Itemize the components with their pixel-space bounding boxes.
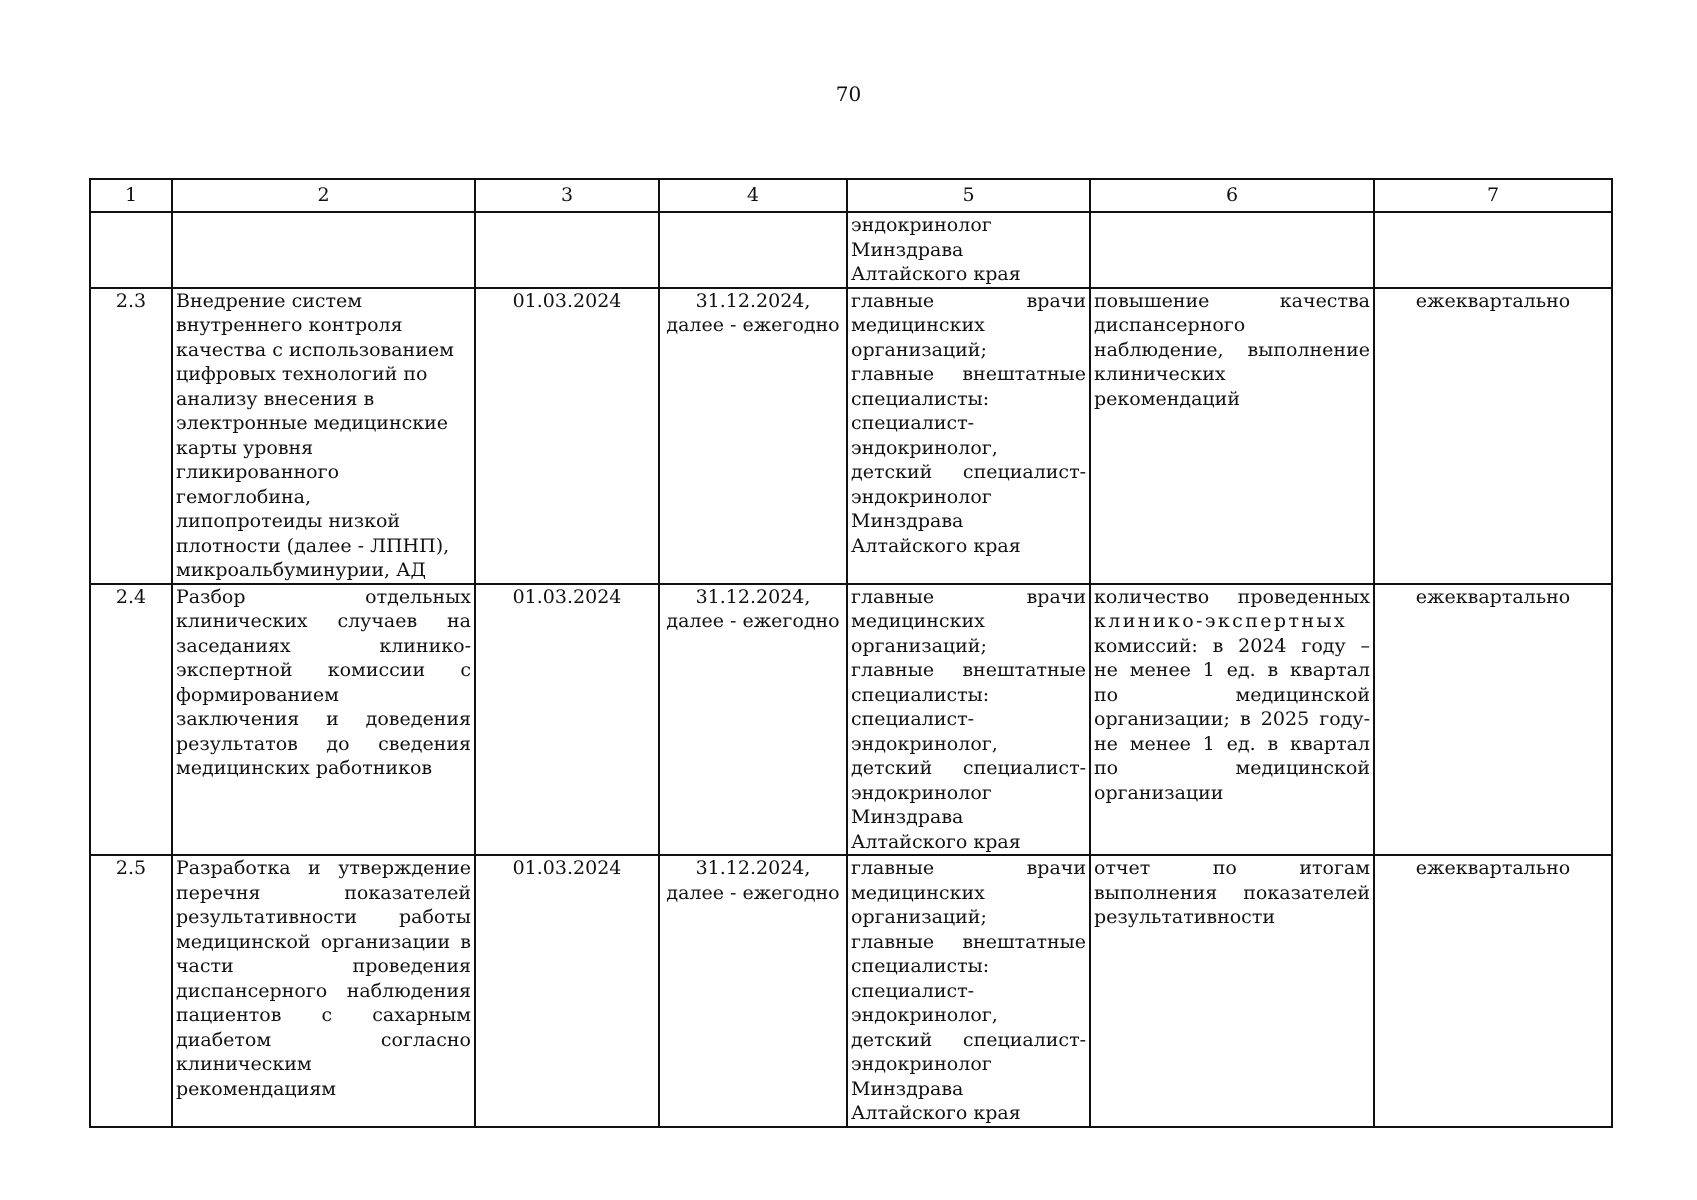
text-line: эндокринолог, (851, 732, 998, 755)
cell-responsible (847, 855, 1090, 1127)
text-line: перечня показателей (176, 881, 471, 904)
text-line: клиническим (176, 1053, 312, 1075)
text-line: организаций; (851, 906, 987, 928)
end-date: 31.12.2024, (695, 289, 811, 312)
text-line: отчет по итогам (1094, 857, 1370, 879)
plan-table (89, 178, 1613, 1128)
text-line: количество проведенных (1094, 585, 1370, 608)
text-line: по медицинской (1094, 683, 1370, 706)
text-line: липопротеиды низкой (176, 510, 401, 532)
text-line: рекомендациям (176, 1077, 337, 1100)
text-line: Разбор отдельных (176, 585, 471, 608)
text-line: детский специалист- (851, 757, 1086, 779)
text-line: Минздрава (851, 806, 964, 828)
text-line: клинических (1094, 363, 1226, 385)
cell-number: 2.5 (90, 855, 172, 1127)
text-line: результативности работы (176, 906, 471, 928)
text-line: Алтайского края (851, 1102, 1021, 1124)
cell-frequency: ежеквартально (1374, 288, 1612, 584)
cell-activity (172, 288, 475, 584)
text-line: эндокринолог (851, 1053, 992, 1075)
text-line: по медицинской (1094, 757, 1370, 779)
text-line: Алтайского края (851, 263, 1021, 285)
header-cell: 7 (1374, 179, 1612, 212)
header-cell: 1 (90, 179, 172, 212)
cell-responsible (847, 584, 1090, 856)
text-line: Разработка и утверждение (176, 857, 471, 879)
cell-result (1090, 288, 1374, 584)
text-line: эндокринолог (851, 485, 992, 508)
text-line: заседаниях клинико- (176, 634, 471, 657)
text-line: части проведения (176, 955, 471, 977)
header-row (90, 179, 1612, 212)
text-line: специалисты: (851, 683, 990, 706)
text-line: главные внештатные (851, 659, 1086, 681)
text-line: повышение качества (1094, 289, 1370, 312)
end-date-note: далее - ежегодно (666, 881, 840, 904)
text-line: рекомендаций (1094, 387, 1240, 410)
cell-start-date (475, 212, 659, 288)
text-line: клинико-экспертных (1094, 610, 1348, 632)
text-line: экспертной комиссии с (176, 659, 471, 681)
text-line: организаций; (851, 338, 987, 361)
text-line: карты уровня (176, 436, 314, 459)
text-line: медицинской организации в (176, 930, 471, 953)
cell-start-date: 01.03.2024 (475, 855, 659, 1127)
text-line: микроальбуминурии, АД (176, 559, 426, 581)
cell-result (1090, 212, 1374, 288)
text-line: качества с использованием (176, 338, 454, 361)
text-line: главные врачи (851, 857, 1086, 879)
text-line: диабетом согласно (176, 1028, 471, 1051)
header-cell: 2 (172, 179, 475, 212)
cell-end-date (659, 584, 847, 856)
text-line: цифровых технологий по (176, 363, 428, 385)
text-line: главные внештатные (851, 930, 1086, 953)
text-line: детский специалист- (851, 461, 1086, 483)
text-line: анализу внесения в (176, 387, 375, 410)
cell-number (90, 212, 172, 288)
cell-end-date (659, 288, 847, 584)
table-row (90, 288, 1612, 584)
text-line: эндокринолог, (851, 1004, 998, 1026)
text-line: главные внештатные (851, 363, 1086, 385)
text-line: специалист- (851, 412, 975, 434)
text-line: пациентов с сахарным (176, 1004, 471, 1026)
text-line: электронные медицинские (176, 412, 449, 434)
table-row (90, 855, 1612, 1127)
end-date: 31.12.2024, (695, 857, 811, 879)
text-line: специалист- (851, 979, 975, 1002)
text-line: специалисты: (851, 955, 990, 977)
text-line: гемоглобина, (176, 485, 312, 508)
text-line: внутреннего контроля (176, 314, 403, 336)
cell-number: 2.4 (90, 584, 172, 856)
cell-end-date (659, 855, 847, 1127)
cell-result (1090, 855, 1374, 1127)
text-line: Минздрава (851, 510, 964, 532)
text-line: Алтайского края (851, 534, 1021, 557)
header-cell: 3 (475, 179, 659, 212)
text-line: наблюдение, выполнение (1094, 338, 1370, 361)
text-line: комиссий: в 2024 году – (1094, 634, 1370, 657)
text-line: диспансерного (1094, 314, 1246, 336)
text-line: Минздрава (851, 1077, 964, 1100)
table-row (90, 584, 1612, 856)
text-line: гликированного (176, 461, 340, 483)
header-cell: 4 (659, 179, 847, 212)
text-line: медицинских (851, 881, 985, 904)
cell-number: 2.3 (90, 288, 172, 584)
end-date: 31.12.2024, (695, 585, 811, 608)
cell-activity (172, 584, 475, 856)
text-line: главные врачи (851, 585, 1086, 608)
text-line: клинических случаев на (176, 610, 471, 632)
text-line: Алтайского края (851, 830, 1021, 853)
end-date-note: далее - ежегодно (666, 610, 840, 632)
cell-result (1090, 584, 1374, 856)
text-line: организации (1094, 781, 1224, 804)
cell-start-date: 01.03.2024 (475, 288, 659, 584)
text-line: результатов до сведения (176, 732, 471, 755)
text-line: эндокринолог, (851, 436, 998, 459)
continuation-row (90, 212, 1612, 288)
text-line: эндокринолог (851, 214, 992, 236)
text-line: медицинских (851, 314, 985, 336)
header-cell: 6 (1090, 179, 1374, 212)
text-line: детский специалист- (851, 1028, 1086, 1051)
text-line: Минздрава (851, 238, 964, 261)
cell-start-date: 01.03.2024 (475, 584, 659, 856)
text-line: организации; в 2025 году- (1094, 708, 1370, 730)
text-line: главные врачи (851, 289, 1086, 312)
text-line: плотности (далее - ЛПНП), (176, 534, 450, 557)
text-line: выполнения показателей (1094, 881, 1370, 904)
cell-frequency: ежеквартально (1374, 584, 1612, 856)
text-line: специалист- (851, 708, 975, 730)
cell-activity (172, 212, 475, 288)
text-line: Внедрение систем (176, 289, 363, 312)
text-line: эндокринолог (851, 781, 992, 804)
text-line: специалисты: (851, 387, 990, 410)
text-line: результативности (1094, 906, 1275, 928)
text-line: медицинских (851, 610, 985, 632)
cell-frequency (1374, 212, 1612, 288)
text-line: не менее 1 ед. в квартал (1094, 659, 1370, 681)
page-number: 70 (835, 82, 862, 106)
text-line: диспансерного наблюдения (176, 979, 471, 1002)
text-line: организаций; (851, 634, 987, 657)
cell-frequency: ежеквартально (1374, 855, 1612, 1127)
cell-responsible (847, 212, 1090, 288)
cell-activity (172, 855, 475, 1127)
end-date-note: далее - ежегодно (666, 314, 840, 336)
text-line: формированием (176, 683, 339, 706)
header-cell: 5 (847, 179, 1090, 212)
text-line: медицинских работников (176, 757, 433, 779)
text-line: не менее 1 ед. в квартал (1094, 732, 1370, 755)
text-line: заключения и доведения (176, 708, 471, 730)
cell-responsible (847, 288, 1090, 584)
cell-end-date (659, 212, 847, 288)
